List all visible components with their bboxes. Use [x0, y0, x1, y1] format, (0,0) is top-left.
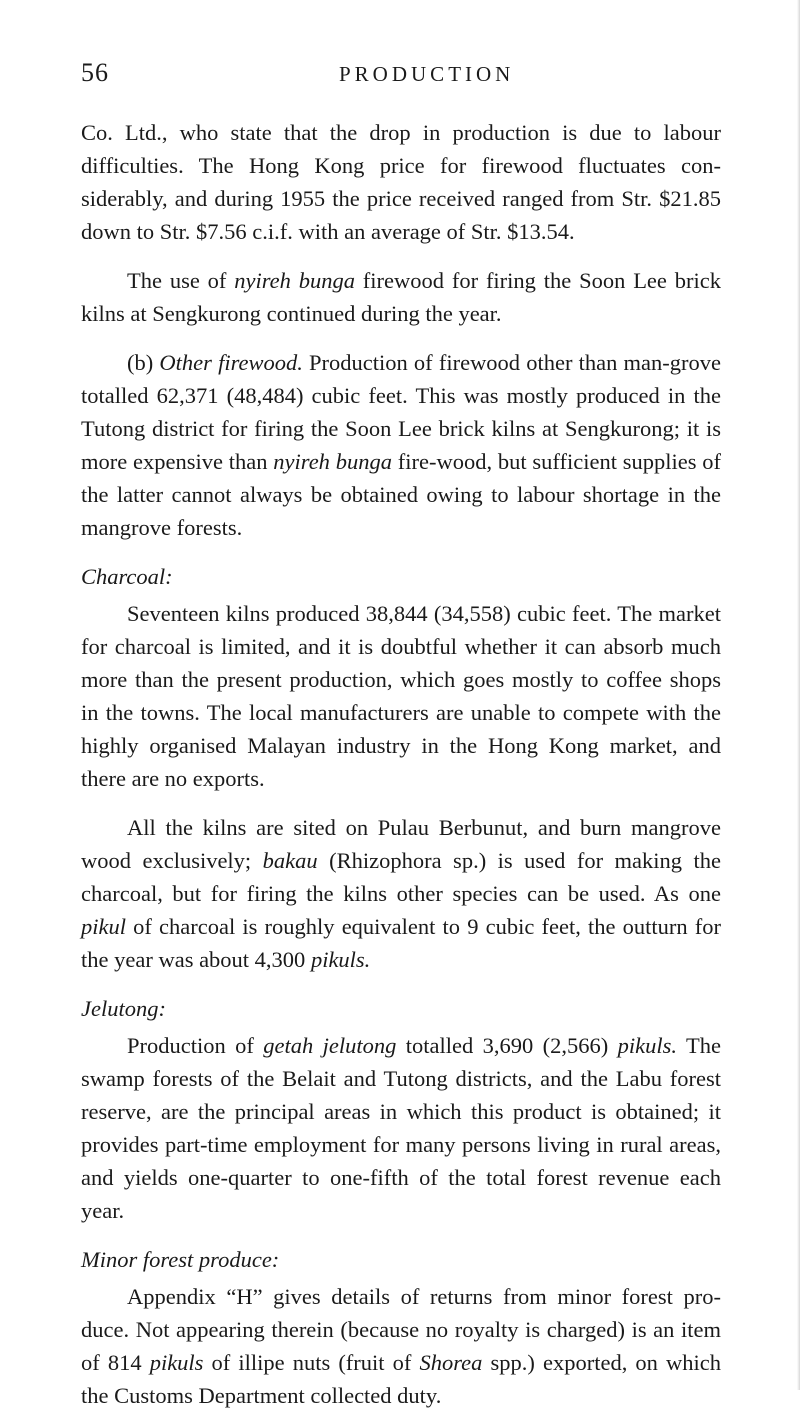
italic-term: Other firewood.	[159, 350, 303, 375]
text-run: (Rhizophora sp.) is used for making the charcoal, but for firing the kilns other species can be used. As one	[81, 848, 721, 906]
text-run: of charcoal is roughly equivalent to 9 cubic feet, the outturn for the year was about 4,300	[81, 914, 721, 972]
text-run: firewood for firing the Soon Lee brick kilns at Sengkurong continued during the year.	[81, 268, 721, 326]
text-run: totalled 3,690 (2,566)	[396, 1033, 618, 1058]
paragraph-charcoal-market	[81, 597, 721, 795]
paragraph-minor-forest-produce	[81, 1280, 721, 1412]
running-head: PRODUCTION	[339, 62, 515, 86]
page-header	[81, 58, 721, 98]
italic-term: bakau	[262, 848, 318, 873]
paragraph-charcoal-kilns	[81, 811, 721, 976]
italic-term: pikuls.	[617, 1033, 678, 1058]
page-body	[81, 116, 721, 1428]
section-heading-minor-forest-produce: Minor forest produce:	[81, 1247, 280, 1272]
text-run: Production of	[127, 1033, 264, 1058]
page-number: 56	[81, 58, 109, 87]
text-run: Production of firewood other than man-grove totalled 62,371 (48,484) cubic feet. This was mostly produced in the Tutong district for firing the Soon Lee brick kilns at Sengkurong; it is more expensive than	[81, 350, 721, 474]
text-run: Appendix “H” gives details of returns from minor forest pro-duce. Not appearing therein (because no royalty is charged) is an item of 814	[81, 1284, 721, 1375]
text-run: (b)	[127, 350, 160, 375]
text-run: All the kilns are sited on Pulau Berbunut, and burn mangrove wood exclusively;	[81, 815, 721, 873]
italic-term: Shorea	[419, 1350, 483, 1375]
italic-term: nyireh bunga	[234, 268, 355, 293]
text-run: fire-wood, but sufficient supplies of the latter cannot always be obtained owing to labour shortage in the mangrove forests.	[81, 449, 722, 540]
section-heading-jelutong: Jelutong:	[81, 996, 166, 1021]
italic-term: pikul	[81, 914, 126, 939]
italic-term: pikuls	[149, 1350, 204, 1375]
text-run: spp.) exported, on which the Customs Department collected duty.	[81, 1350, 721, 1408]
text-run: The swamp forests of the Belait and Tutong districts, and the Labu forest reserve, are the principal areas in which this product is obtained; it provides part-time employment for many persons living in rural areas, and yields one-quarter to one-fifth of the total forest revenue each year.	[81, 1033, 721, 1223]
text-run: The use of	[127, 268, 235, 293]
paragraph-jelutong	[81, 1029, 721, 1227]
italic-term: pikuls.	[310, 947, 371, 972]
section-heading-charcoal: Charcoal:	[81, 564, 173, 589]
paragraph-firewood-prices	[81, 116, 721, 248]
italic-term: getah jelutong	[263, 1033, 397, 1058]
italic-term: nyireh bunga	[273, 449, 392, 474]
paragraph-text: Seventeen kilns produced 38,844 (34,558) cubic feet. The market for charcoal is limited, and it is doubtful whether it can absorb much more than the present production, which goes mostly to coffee shops in the towns. The local manufacturers are unable to compete with the highly organised Malayan industry in the Hong Kong market, and there are no exports.	[81, 601, 721, 791]
paragraph-nyireh-bunga	[81, 264, 721, 330]
paragraph-other-firewood	[81, 346, 721, 544]
text-run: of illipe nuts (fruit of	[203, 1350, 420, 1375]
paragraph-text: Co. Ltd., who state that the drop in production is due to labour difficulties. The Hong Kong price for firewood fluctuates con-siderably, and during 1955 the price received ranged from Str. $21.85 down to Str. $7.56 c.i.f. with an average of Str. $13.54.	[81, 120, 721, 244]
